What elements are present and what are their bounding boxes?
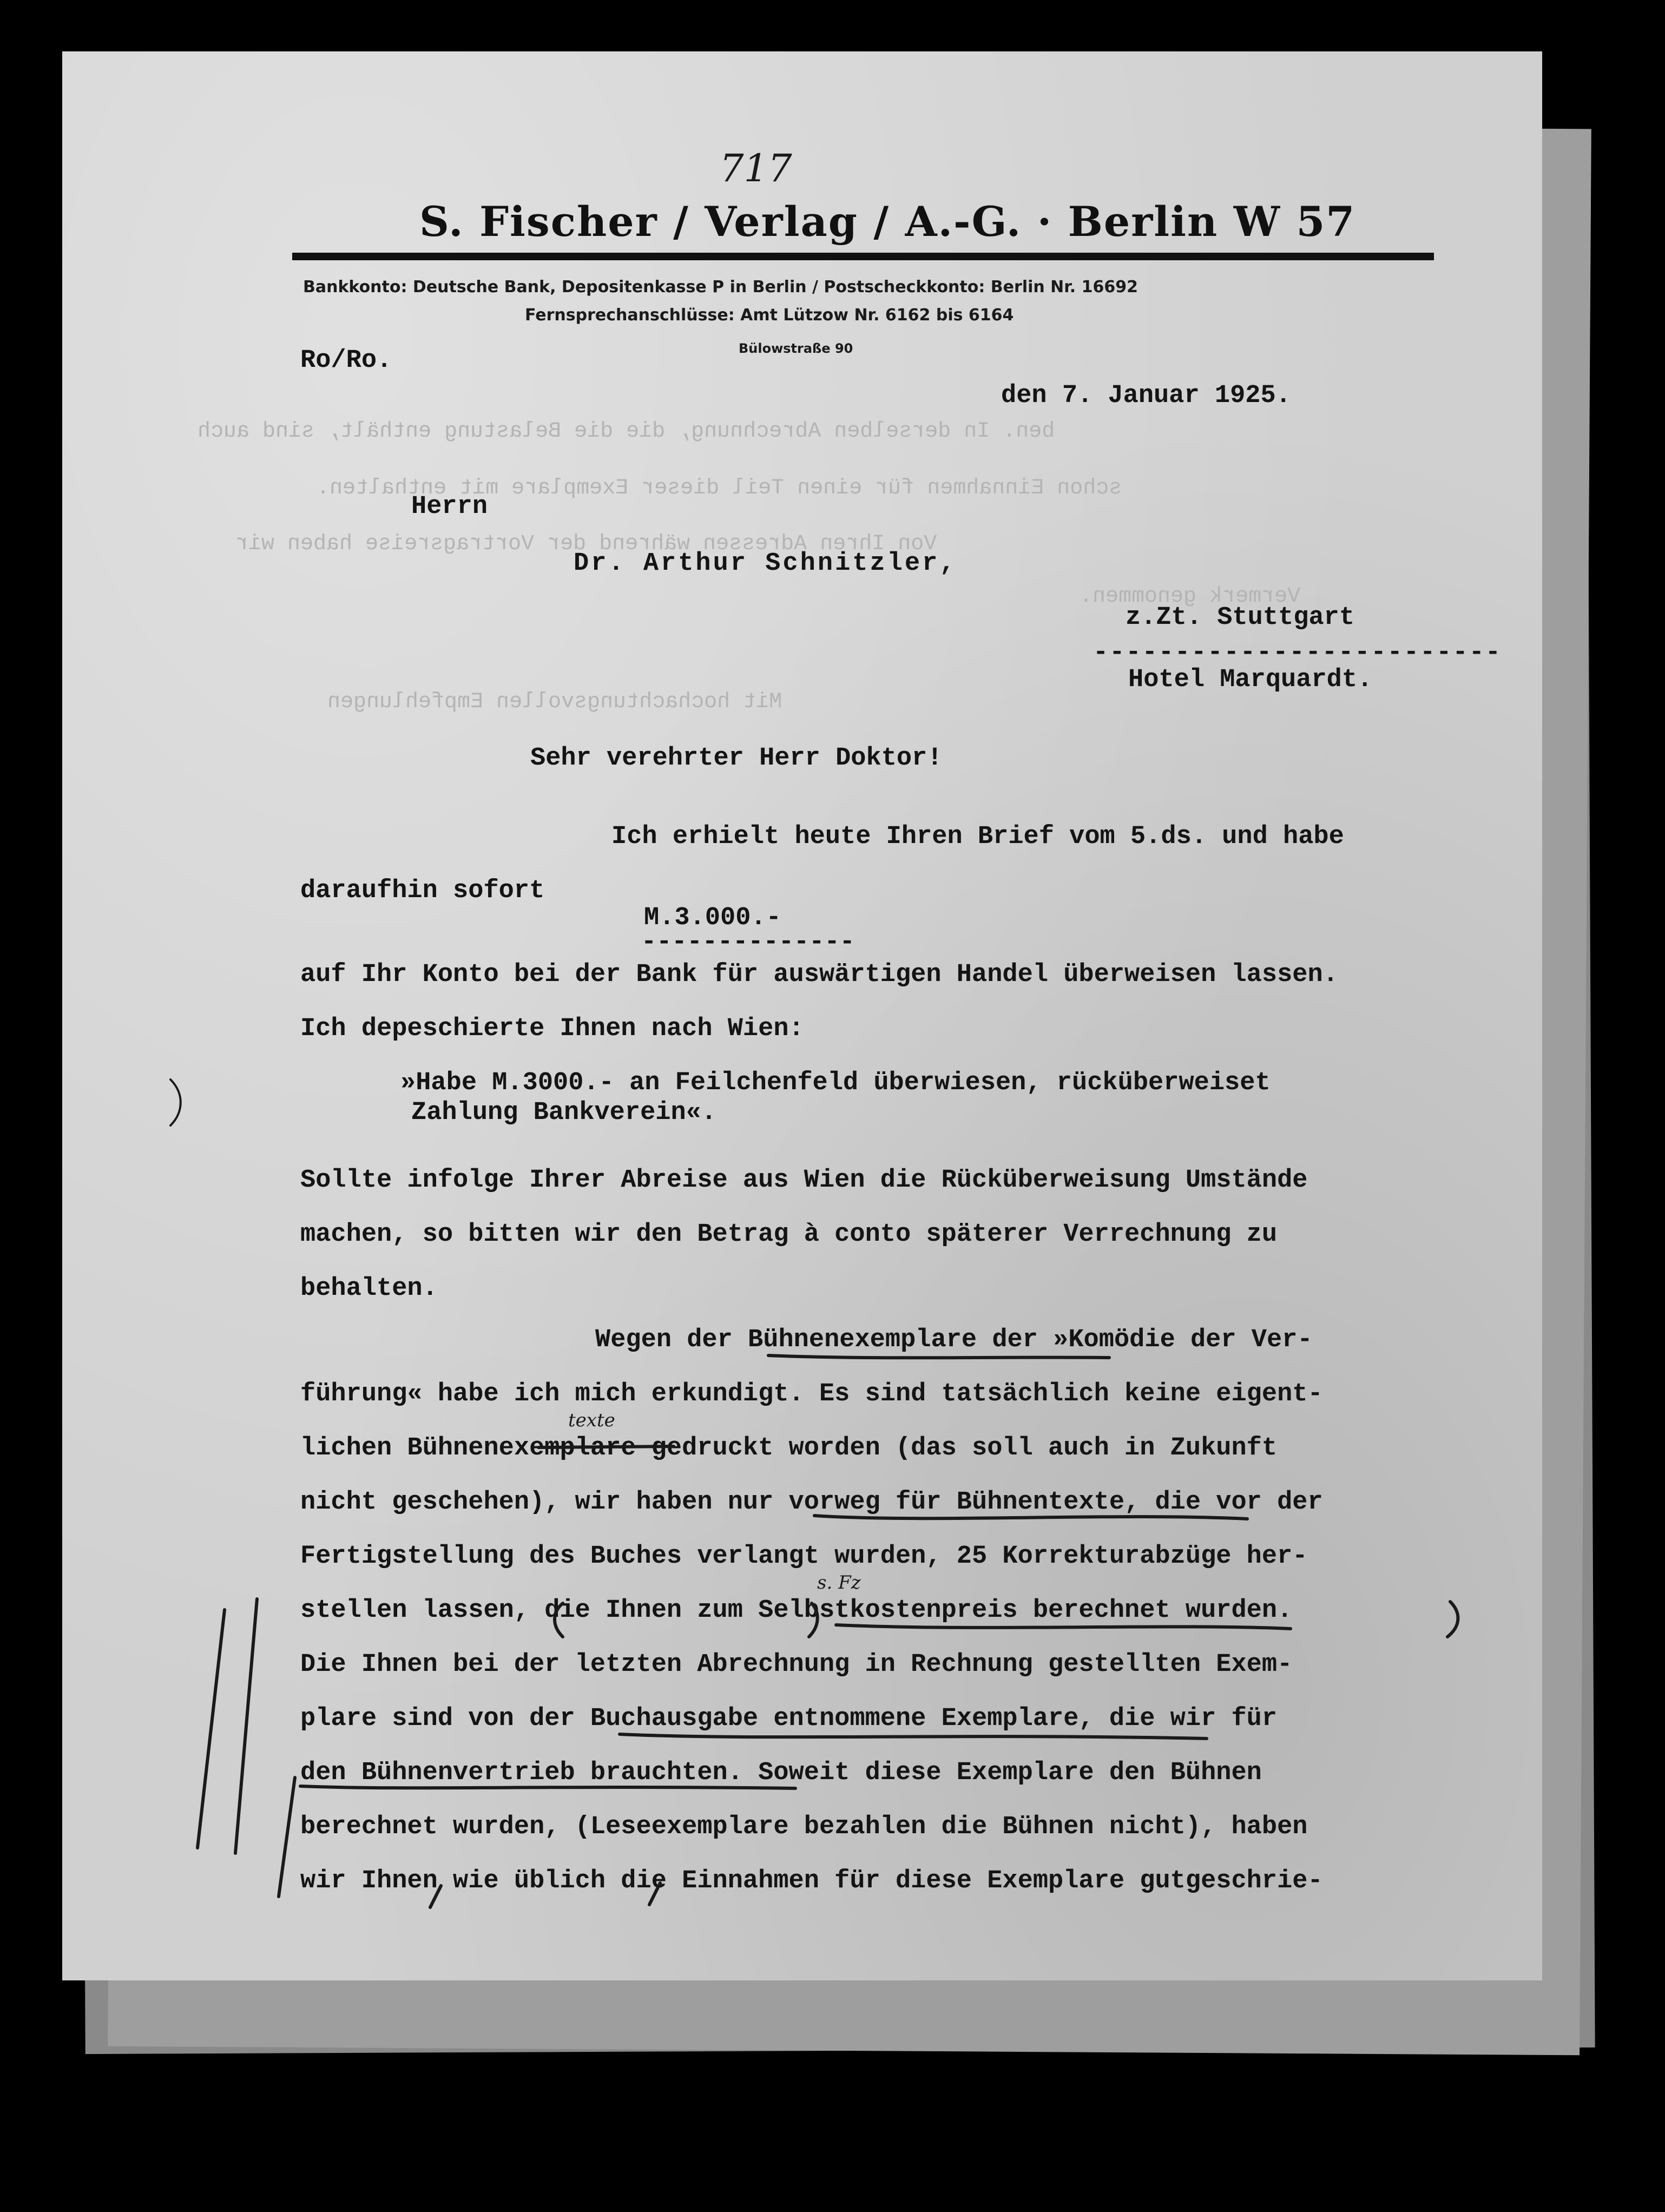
letterhead-phone-line: Fernsprechanschlüsse: Amt Lützow Nr. 6162 bis 6164 <box>525 306 1014 325</box>
body-line: auf Ihr Konto bei der Bank für auswärtigen Handel überweisen lassen. <box>300 960 1338 989</box>
ghost-text-line: Vermerk genommen. <box>1080 584 1301 609</box>
body-line: plare sind von der Buchausgabe entnommene Exemplare, die wir für <box>300 1704 1278 1733</box>
body-line: behalten. <box>300 1274 438 1303</box>
letterhead-bank-line: Bankkonto: Deutsche Bank, Depositenkasse P in Berlin / Postscheckkonto: Berlin Nr. 16692 <box>303 278 1138 297</box>
body-line: wir Ihnen wie üblich die Einnahmen für diese Exemplare gutgeschrie- <box>300 1867 1323 1895</box>
body-line: daraufhin sofort <box>300 877 545 905</box>
ghost-text-line: Von Ihren Adressen während der Vortragsreise haben wir <box>235 532 937 556</box>
pen-underline <box>768 1355 1109 1358</box>
letterhead-street: Bülowstraße 90 <box>739 341 853 356</box>
pen-bracket <box>1447 1602 1458 1637</box>
pen-underline <box>300 1786 795 1788</box>
handwritten-margin-note: s. Fz <box>817 1572 861 1594</box>
body-line: berechnet wurden, (Leseexemplare bezahlen die Bühnen nicht), haben <box>300 1813 1308 1841</box>
telegram-quote-line: Zahlung Bankverein«. <box>411 1098 717 1127</box>
letterhead-title: S. Fischer / Verlag / A.-G. · Berlin W 57 <box>419 198 1356 246</box>
amount-line: M.3.000.- <box>644 904 781 932</box>
body-line: Ich erhielt heute Ihren Brief vom 5.ds. und habe <box>611 822 1344 851</box>
body-line: den Bühnenvertrieb brauchten. Soweit diese Exemplare den Bühnen <box>300 1759 1262 1787</box>
body-line: Fertigstellung des Buches verlangt wurden, 25 Korrekturabzüge her- <box>300 1542 1308 1571</box>
telegram-quote-line: »Habe M.3000.- an Feilchenfeld überwiesen, rücküberweiset <box>400 1069 1271 1097</box>
pen-tick <box>649 1883 660 1905</box>
pen-tick <box>430 1886 441 1907</box>
body-line: Ich depeschierte Ihnen nach Wien: <box>300 1015 804 1043</box>
archive-number: 717 <box>720 146 792 190</box>
pen-underline <box>814 1516 1247 1519</box>
recipient-salutation: Herrn <box>411 492 488 521</box>
pen-underline <box>620 1734 1207 1739</box>
recipient-hotel: Hotel Marquardt. <box>1128 666 1373 694</box>
recipient-name: Dr. Arthur Schnitzler, <box>574 549 957 578</box>
ghost-text-line: schon Einnahmen für einen Teil dieser Exemplare mit enthalten. <box>317 476 1122 501</box>
handwritten-correction: texte <box>568 1410 615 1431</box>
pen-bracket <box>170 1079 181 1125</box>
body-line: Wegen der Bühnenexemplare der »Komödie der Ver- <box>595 1326 1313 1354</box>
body-line: Die Ihnen bei der letzten Abrechnung in Rechnung gestellten Exem- <box>300 1650 1293 1679</box>
pen-margin-line <box>279 1778 295 1897</box>
ghost-text-line: ben. In derselben Abrechnung, die die Belastung enthält, sind auch <box>198 419 1055 444</box>
body-line: lichen Bühnenexemplare gedruckt worden (das soll auch in Zukunft <box>300 1434 1278 1463</box>
greeting: Sehr verehrter Herr Doktor! <box>530 744 943 773</box>
pen-margin-line <box>235 1599 257 1853</box>
recipient-location: z.Zt. Stuttgart <box>1126 603 1355 632</box>
pen-margin-line <box>198 1610 225 1848</box>
letter-sheet <box>62 51 1542 1980</box>
pen-bracket <box>809 1603 818 1637</box>
pen-marks <box>62 51 1542 1980</box>
ghost-text-line: Mit hochachtungsvollen Empfehlungen <box>327 690 782 714</box>
letter-date: den 7. Januar 1925. <box>1001 381 1291 410</box>
pen-strikethrough <box>538 1446 674 1447</box>
recipient-dashed-rule: ------------------------- <box>1093 638 1502 667</box>
amount-underline: -------------- <box>641 928 855 957</box>
body-line: stellen lassen, die Ihnen zum Selbstkostenpreis berechnet wurden. <box>300 1596 1293 1625</box>
reference-code: Ro/Ro. <box>300 346 392 375</box>
pen-underline <box>836 1625 1291 1629</box>
body-line: Sollte infolge Ihrer Abreise aus Wien die Rücküberweisung Umstände <box>300 1166 1308 1195</box>
pen-bracket <box>555 1603 563 1637</box>
body-line: führung« habe ich mich erkundigt. Es sind tatsächlich keine eigent- <box>300 1380 1323 1408</box>
body-line: machen, so bitten wir den Betrag à conto späterer Verrechnung zu <box>300 1220 1278 1249</box>
body-line: nicht geschehen), wir haben nur vorweg für Bühnentexte, die vor der <box>300 1488 1323 1517</box>
